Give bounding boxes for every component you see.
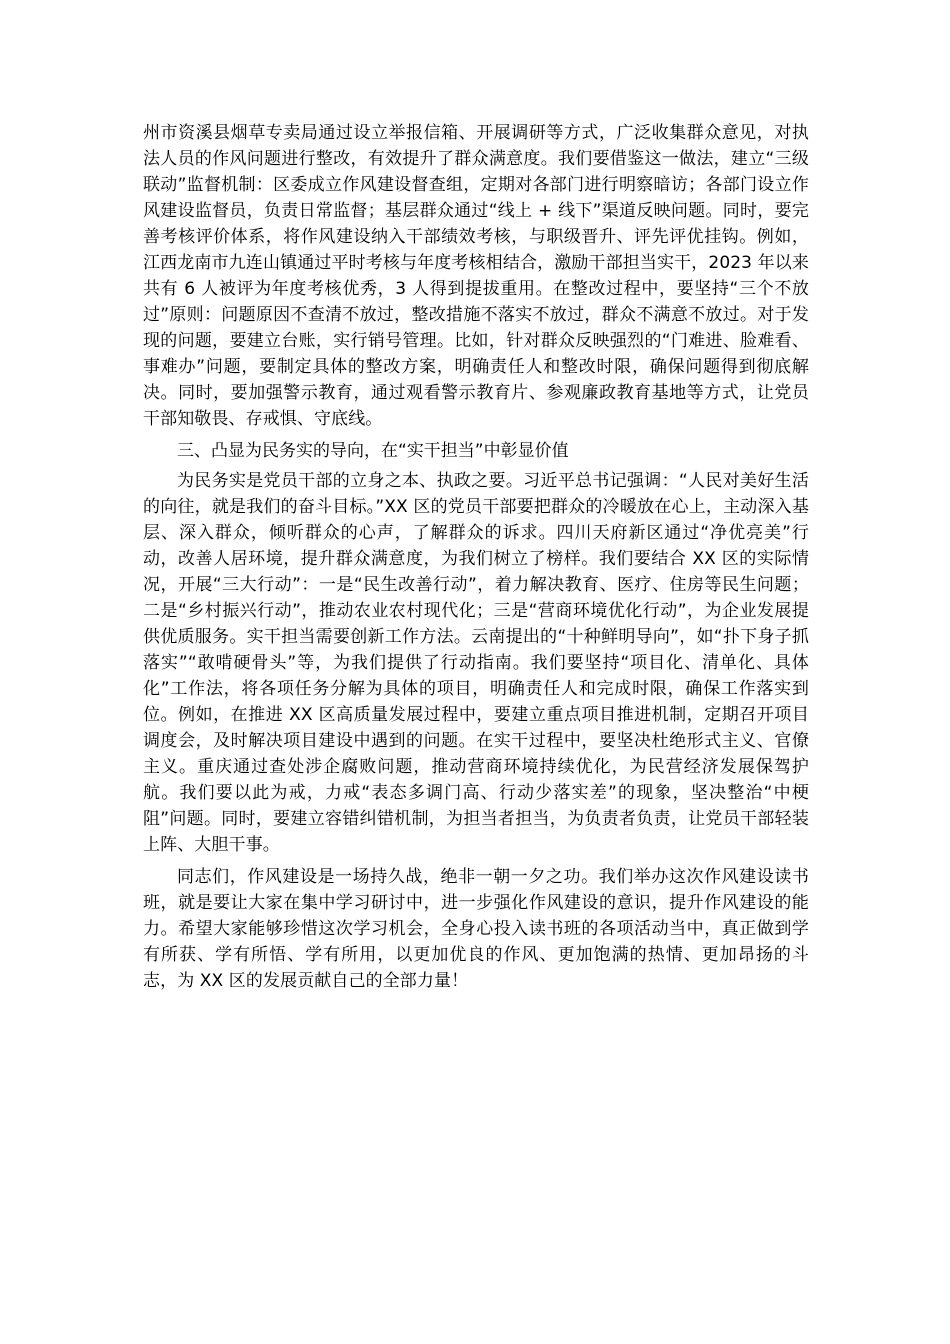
paragraph-continued: 州市资溪县烟草专卖局通过设立举报信箱、开展调研等方式，广泛收集群众意见，对执法人员的作风问题进行整改，有效提升了群众满意度。我们要借鉴这一做法，建立“三级联动”监督机制：区委成立作风建设督查组，定期对各部门进行明察暗访；各部门设立作风建设监督员，负责日常监督；基层群众通过“线上 + 线下”渠道反映问题。同时，要完善考核评价体系，将作风建设纳入干部绩效考核，与职级晋升、评先评优挂钩。例如，江西龙南市九连山镇通过平时考核与年度考核相结合，激励干部担当实干，2023 年以来共有 6 人被评为年度考核优秀，3 人得到提拔重用。在整改过程中，要坚持“三个不放过”原则：问题原因不查清不放过，整改措施不落实不放过，群众不满意不放过。对于发现的问题，要建立台账，实行销号管理。比如，针对群众反映强烈的“门难进、脸难看、事难办”问题，要制定具体的整改方案，明确责任人和整改时限，确保问题得到彻底解决。同时，要加强警示教育，通过观看警示教育片、参观廉政教育基地等方式，让党员干部知敬畏、存戒惧、守底线。 bbox=[143, 123, 809, 429]
paragraph-section-3: 为民务实是党员干部的立身之本、执政之要。习近平总书记强调：“人民对美好生活的向往，就是我们的奋斗目标。”XX 区的党员干部要把群众的冷暖放在心上，主动深入基层、深入群众，倾听群众的心声，了解群众的诉求。四川天府新区通过“净优亮美”行动，改善人居环境，提升群众满意度，为我们树立了榜样。我们要结合 XX 区的实际情况，开展“三大行动”：一是“民生改善行动”，着力解决教育、医疗、住房等民生问题；二是“乡村振兴行动”，推动农业农村现代化；三是“营商环境优化行动”，为企业发展提供优质服务。实干担当需要创新工作方法。云南提出的“十种鲜明导向”，如“扑下身子抓落实”“敢啃硬骨头”等，为我们提供了行动指南。我们要坚持“项目化、清单化、具体化”工作法，将各项任务分解为具体的项目，明确责任人和完成时限，确保工作落实到位。例如，在推进 XX 区高质量发展过程中，要建立重点项目推进机制，定期召开项目调度会，及时解决项目建设中遇到的问题。在实干过程中，要坚决杜绝形式主义、官僚主义。重庆通过查处涉企腐败问题，推动营商环境持续优化，为民营经济发展保驾护航。我们要以此为戒，力戒“表态多调门高、行动少落实差”的现象，坚决整治“中梗阻”问题。同时，要建立容错纠错机制，为担当者担当，为负责者负责，让党员干部轻装上阵、大胆干事。 bbox=[143, 471, 809, 855]
document-body bbox=[143, 120, 809, 994]
section-heading-3: 三、凸显为民务实的导向，在“实干担当”中彰显价值 bbox=[177, 441, 569, 461]
paragraph-closing: 同志们，作风建设是一场持久战，绝非一朝一夕之功。我们举办这次作风建设读书班，就是要让大家在集中学习研讨中，进一步强化作风建设的意识，提升作风建设的能力。希望大家能够珍惜这次学习机会，全身心投入读书班的各项活动当中，真正做到学有所获、学有所悟、学有所用，以更加优良的作风、更加饱满的热情、更加昂扬的斗志，为 XX 区的发展贡献自己的全部力量！ bbox=[143, 867, 809, 991]
